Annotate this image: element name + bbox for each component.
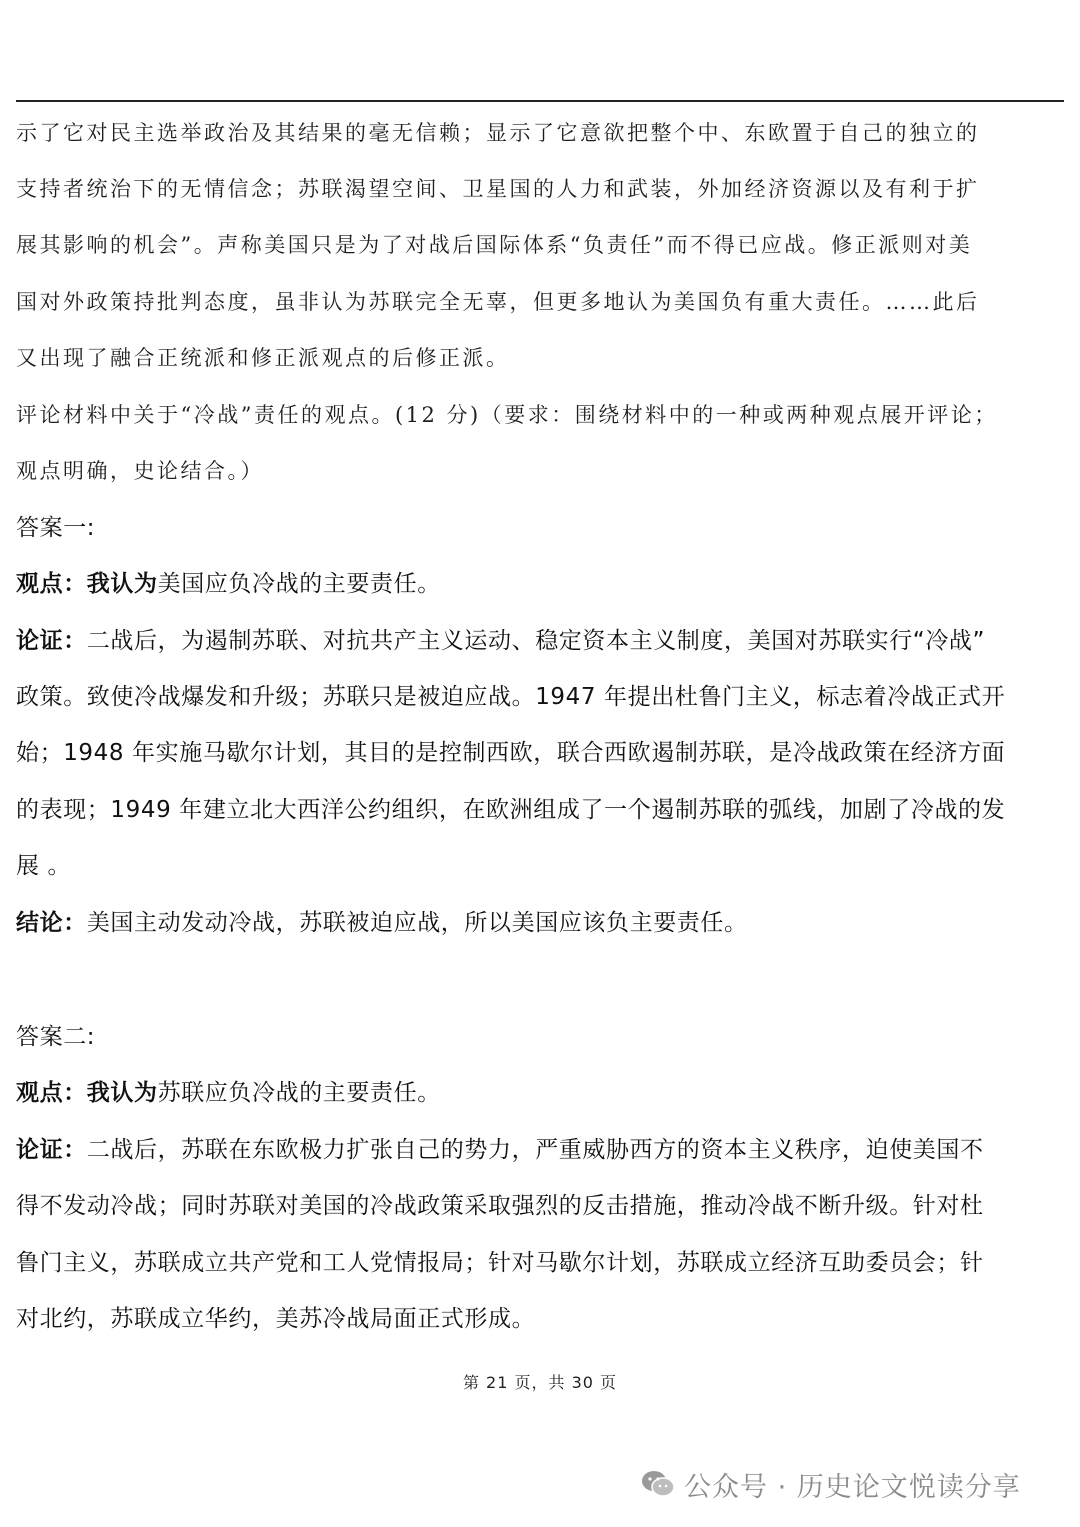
argument-label: 论证： [16,1137,87,1163]
watermark [640,1462,1021,1506]
view-text: 美国应负冷战的主要责任。 [157,571,441,597]
view-text: 苏联应负冷战的主要责任。 [157,1080,441,1106]
answer2-argument-line: 鲁门主义，苏联成立共产党和工人党情报局；针对马歇尔计划，苏联成立经济互助委员会；针 [16,1250,984,1276]
answer1-argument-line: 政策。致使冷战爆发和升级；苏联只是被迫应战。1947 年提出杜鲁门主义，标志着冷战正式开 [16,684,1006,710]
material-line: 示了它对民主选举政治及其结果的毫无信赖；显示了它意欲把整个中、东欧置于自己的独立的 [16,121,980,145]
answer1-argument-line: 的表现；1949 年建立北大西洋公约组织，在欧洲组成了一个遏制苏联的弧线，加剧了冷战的发 [16,797,1006,823]
wechat-icon [640,1469,676,1499]
material-line: 支持者统治下的无情信念；苏联渴望空间、卫星国的人力和武装，外加经济资源以及有利于扩 [16,177,980,201]
answer2-argument-line: 对北约，苏联成立华约，美苏冷战局面正式形成。 [16,1306,536,1332]
question-line: 观点明确，史论结合。） [16,459,264,483]
watermark-text: 公众号 · 历史论文悦读分享 [684,1471,1021,1503]
answer1-argument-line: 始；1948 年实施马歇尔计划，其目的是控制西欧，联合西欧遏制苏联，是冷战政策在经济方面 [16,740,1006,766]
answer2-argument-line: 得不发动冷战；同时苏联对美国的冷战政策采取强烈的反击措施，推动冷战不断升级。针对杜 [16,1193,984,1219]
answer2-view [16,1077,1066,1109]
argument-label: 论证： [16,628,87,654]
material-line: 展其影响的机会”。声称美国只是为了对战后国际体系“负责任”而不得已应战。修正派则对美 [16,233,973,257]
header-rule [16,100,1064,102]
page-number: 第 21 页，共 30 页 [462,1373,618,1392]
answer1-view [16,568,1066,600]
conclusion-label: 结论： [16,910,87,936]
answer1-conclusion [16,907,1066,939]
conclusion-text: 美国主动发动冷战，苏联被迫应战，所以美国应该负主要责任。 [86,910,748,936]
material-line: 国对外政策持批判态度，虽非认为苏联完全无辜，但更多地认为美国负有重大责任。……此后 [16,290,980,314]
view-label: 观点：我认为 [16,571,158,597]
answer2-heading: 答案二: [16,1024,96,1050]
argument-text: 二战后，苏联在东欧极力扩张自己的势力，严重威胁西方的资本主义秩序，迫使美国不 [86,1137,984,1163]
question-line: 评论材料中关于“冷战”责任的观点。(12 分)（要求：围绕材料中的一种或两种观点展开评论； [16,403,998,427]
answer1-argument-line: 展 。 [16,853,72,879]
answer1-argument-first [16,625,1066,657]
view-label: 观点：我认为 [16,1080,158,1106]
answer1-heading: 答案一: [16,515,96,541]
material-line: 又出现了融合正统派和修正派观点的后修正派。 [16,346,510,370]
answer2-argument-first [16,1134,1066,1166]
argument-text: 二战后，为遏制苏联、对抗共产主义运动、稳定资本主义制度，美国对苏联实行“冷战” [86,628,986,654]
